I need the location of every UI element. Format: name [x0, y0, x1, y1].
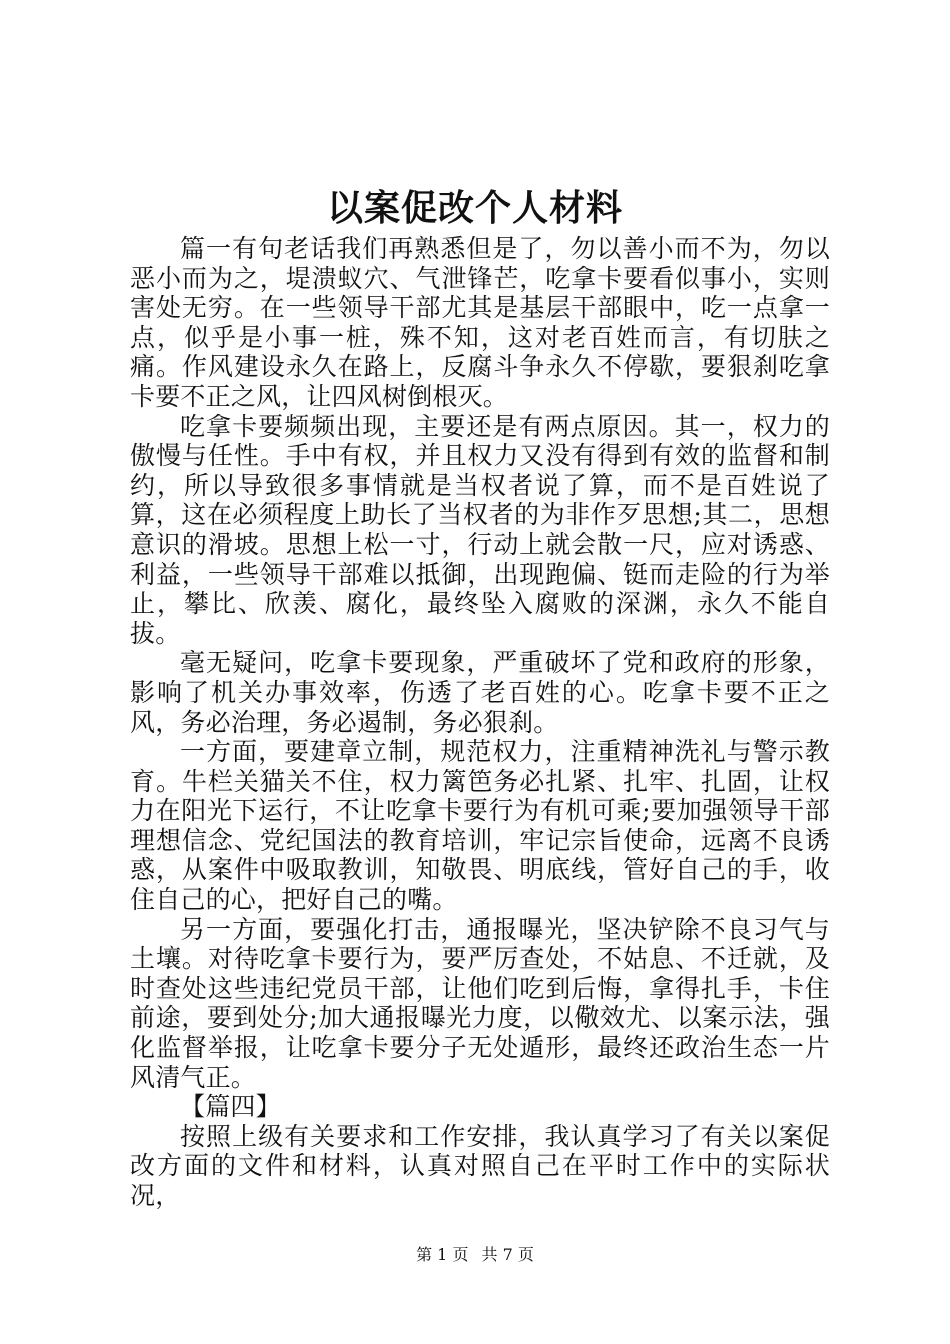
- page-number: 第 1 页: [416, 1245, 469, 1264]
- paragraph-3: 毫无疑问，吃拿卡要现象，严重破坏了党和政府的形象，影响了机关办事效率，伤透了老百姓的心。吃拿卡要不正之风，务必治理，务必遏制，务必狠刹。: [130, 648, 830, 737]
- document-title: 以案促改个人材料: [326, 187, 623, 229]
- section-heading: 【篇四】: [180, 1092, 281, 1122]
- page-footer: [0, 1244, 950, 1266]
- paragraph-5: 另一方面，要强化打击，通报曝光，坚决铲除不良习气与土壤。对待吃拿卡要行为，要严厉查处，不姑息、不迁就，及时查处这些违纪党员干部，让他们吃到后悔，拿得扎手，卡住前途，要到处分;加大通报曝光力度，以儆效尤、以案示法，强化监督举报，让吃拿卡要分子无处遁形，最终还政治生态一片风清气正。: [130, 914, 830, 1092]
- paragraph-6: 按照上级有关要求和工作安排，我认真学习了有关以案促改方面的文件和材料，认真对照自己在平时工作中的实际状况，: [130, 1121, 830, 1210]
- document-body: [130, 234, 830, 1211]
- paragraph-4: 一方面，要建章立制，规范权力，注重精神洗礼与警示教育。牛栏关猫关不住，权力篱笆务必扎紧、扎牢、扎固，让权力在阳光下运行，不让吃拿卡要行为有机可乘;要加强领导干部理想信念、党纪国法的教育培训，牢记宗旨使命，远离不良诱惑，从案件中吸取教训，知敬畏、明底线，管好自己的手，收住自己的心，把好自己的嘴。: [130, 737, 830, 915]
- page-total: 共 7 页: [481, 1245, 534, 1264]
- paragraph-2: 吃拿卡要频频出现，主要还是有两点原因。其一，权力的傲慢与任性。手中有权，并且权力又没有得到有效的监督和制约，所以导致很多事情就是当权者说了算，而不是百姓说了算，这在必须程度上助长了当权者的为非作歹思想;其二，思想意识的滑坡。思想上松一寸，行动上就会散一尺，应对诱惑、利益，一些领导干部难以抵御，出现跑偏、铤而走险的行为举止，攀比、欣羡、腐化，最终坠入腐败的深渊，永久不能自拔。: [130, 411, 830, 648]
- paragraph-1: 篇一有句老话我们再熟悉但是了，勿以善小而不为，勿以恶小而为之，堤溃蚁穴、气泄锋芒，吃拿卡要看似事小，实则害处无穷。在一些领导干部尤其是基层干部眼中，吃一点拿一点，似乎是小事一桩，殊不知，这对老百姓而言，有切肤之痛。作风建设永久在路上，反腐斗争永久不停歇，要狠刹吃拿卡要不正之风，让四风树倒根灭。: [130, 234, 830, 411]
